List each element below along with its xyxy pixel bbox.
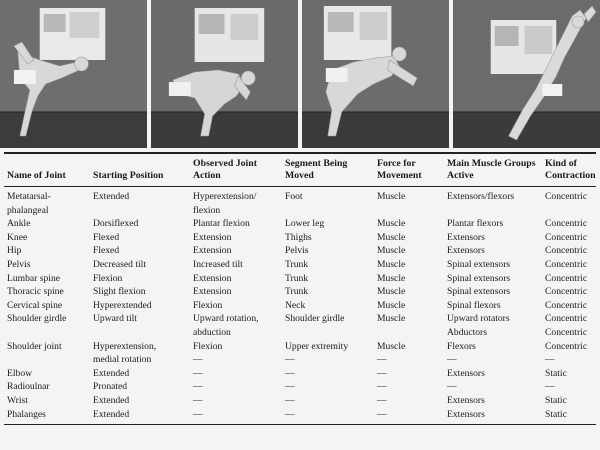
header-contraction: Kind of Contraction (542, 153, 596, 187)
cell-action: Extension (193, 231, 232, 243)
cell-action: — (190, 408, 282, 425)
cell-start: Extended (90, 408, 190, 425)
cell-segment: Trunk (285, 272, 309, 284)
cell-start: Extended (93, 191, 130, 202)
table-row (4, 258, 596, 272)
cell-segment: Shoulder girdle (285, 313, 345, 325)
cell-start: Pronated (93, 381, 128, 393)
cell-action: Extension (193, 272, 232, 284)
cell-muscles: Extensors (447, 367, 485, 379)
cell-contraction: Concentric — (545, 340, 588, 366)
cell-action: Extension (193, 286, 232, 298)
cell-segment: — (282, 408, 374, 425)
table-row (4, 285, 596, 299)
cell-action: Plantar flexion (193, 218, 250, 230)
table-row (4, 312, 596, 339)
cell-joint: Radioulnar (7, 381, 50, 393)
cell-segment: — (285, 381, 295, 393)
cell-joint: Thoracic spine (7, 286, 64, 298)
table-row (4, 272, 596, 286)
cell-start: Hyperextension, medial rotation (93, 340, 157, 366)
cell-muscles: Plantar flexors (447, 218, 504, 230)
cell-segment: Upper extremity — (285, 340, 349, 366)
cell-segment: Neck (285, 299, 306, 311)
cell-start: Dorsiflexed (93, 218, 139, 230)
cell-segment: — (285, 394, 295, 406)
cell-action: — (193, 381, 203, 393)
photo-frame-2 (151, 0, 298, 148)
cell-joint: Metatarsal- phalangeal (7, 191, 51, 216)
cell-start: Flexion (93, 272, 123, 284)
cell-joint: Cervical spine (7, 299, 63, 311)
cell-segment: — (285, 367, 295, 379)
cell-force: Muscle (377, 218, 406, 230)
cell-action: Increased tilt (193, 258, 243, 270)
table-row (4, 244, 596, 258)
runner-figure-2 (151, 0, 298, 148)
header-force: Force for Movement (374, 153, 444, 187)
cell-force: — (377, 394, 387, 406)
cell-start: Flexed (93, 245, 120, 257)
cell-muscles: Extensors (447, 394, 485, 406)
cell-joint: Wrist (7, 394, 28, 406)
cell-contraction: Concentric (545, 245, 588, 257)
cell-muscles: Spinal extensors (447, 258, 511, 270)
cell-force: Muscle (377, 286, 406, 298)
cell-force: Muscle — (377, 340, 406, 366)
cell-contraction: Static (542, 408, 596, 425)
cell-start: Flexed (93, 231, 120, 243)
photo-frame-4 (453, 0, 600, 148)
cell-muscles: Flexors — (447, 340, 476, 366)
cell-start: Upward tilt (93, 313, 137, 325)
table-row (4, 380, 596, 394)
cell-action: Flexion (193, 299, 223, 311)
cell-muscles: Extensors/flexors (447, 191, 515, 202)
cell-contraction: Static (545, 394, 567, 406)
cell-start: Extended (93, 367, 130, 379)
joint-analysis-table (4, 152, 596, 425)
header-joint: Name of Joint (4, 153, 90, 187)
cell-segment: Foot (285, 191, 303, 202)
table-row (4, 217, 596, 231)
cell-segment: Trunk (285, 258, 309, 270)
cell-action: — (193, 394, 203, 406)
cell-muscles: Extensors (447, 231, 485, 243)
cell-contraction: Static (545, 367, 567, 379)
cell-muscles: Extensors (447, 245, 485, 257)
cell-force: — (377, 381, 387, 393)
header-start: Starting Position (90, 153, 190, 187)
cell-force: Muscle (377, 299, 406, 311)
cell-joint: Elbow (7, 367, 33, 379)
cell-force: Muscle (377, 313, 406, 325)
runner-figure-4 (453, 0, 600, 148)
cell-joint: Hip (7, 245, 22, 257)
cell-contraction: Concentric Concentric (545, 313, 588, 338)
cell-start: Slight flexion (93, 286, 146, 298)
table-row (4, 231, 596, 245)
cell-force: Muscle (377, 191, 406, 202)
cell-contraction: Concentric (545, 258, 588, 270)
cell-muscles: Spinal extensors (447, 286, 511, 298)
table-row (4, 394, 596, 408)
cell-joint: Pelvis (7, 258, 31, 270)
cell-segment: Lower leg (285, 218, 325, 230)
table-header-row (4, 153, 596, 187)
header-segment: Segment Being Moved (282, 153, 374, 187)
table-body (4, 187, 596, 425)
cell-joint: Knee (7, 231, 28, 243)
cell-start: Extended (93, 394, 130, 406)
cell-force: — (374, 408, 444, 425)
cell-contraction: Concentric (545, 272, 588, 284)
cell-joint: Phalanges (4, 408, 90, 425)
cell-segment: Trunk (285, 286, 309, 298)
cell-start: Decreased tilt (93, 258, 147, 270)
cell-contraction: Concentric (545, 231, 588, 243)
cell-muscles: Spinal extensors (447, 272, 511, 284)
cell-action: — (193, 367, 203, 379)
photo-sequence (0, 0, 600, 148)
header-action: Observed Joint Action (190, 153, 282, 187)
table-row (4, 367, 596, 381)
cell-force: Muscle (377, 272, 406, 284)
photo-frame-3 (302, 0, 449, 148)
cell-joint: Lumbar spine (7, 272, 61, 284)
cell-start: Hyperextended (93, 299, 152, 311)
table-row (4, 340, 596, 367)
cell-force: — (377, 367, 387, 379)
table-row (4, 187, 596, 218)
cell-muscles: Spinal flexors (447, 299, 501, 311)
cell-contraction: Concentric (545, 299, 588, 311)
cell-joint: Ankle (7, 218, 31, 230)
photo-frame-1 (0, 0, 147, 148)
cell-action: Flexion — (193, 340, 223, 366)
table-row (4, 408, 596, 425)
header-muscles: Main Muscle Groups Active (444, 153, 542, 187)
cell-force: Muscle (377, 245, 406, 257)
cell-joint: Shoulder girdle (7, 313, 67, 325)
cell-action: Extension (193, 245, 232, 257)
runner-figure-1 (0, 0, 147, 148)
cell-muscles: Upward rotators Abductors (447, 313, 510, 338)
cell-contraction: Concentric (545, 286, 588, 298)
cell-force: Muscle (377, 258, 406, 270)
table-row (4, 299, 596, 313)
cell-contraction: — (545, 381, 555, 393)
cell-contraction: Concentric (545, 218, 588, 230)
cell-contraction: Concentric (545, 191, 588, 202)
cell-muscles: Extensors (444, 408, 542, 425)
cell-action: Hyperextension/ flexion (193, 191, 257, 216)
cell-muscles: — (447, 381, 457, 393)
cell-segment: Pelvis (285, 245, 309, 257)
runner-figure-3 (302, 0, 449, 148)
cell-segment: Thighs (285, 231, 312, 243)
cell-action: Upward rotation, abduction (193, 313, 259, 338)
cell-force: Muscle (377, 231, 406, 243)
cell-joint: Shoulder joint (7, 340, 62, 352)
